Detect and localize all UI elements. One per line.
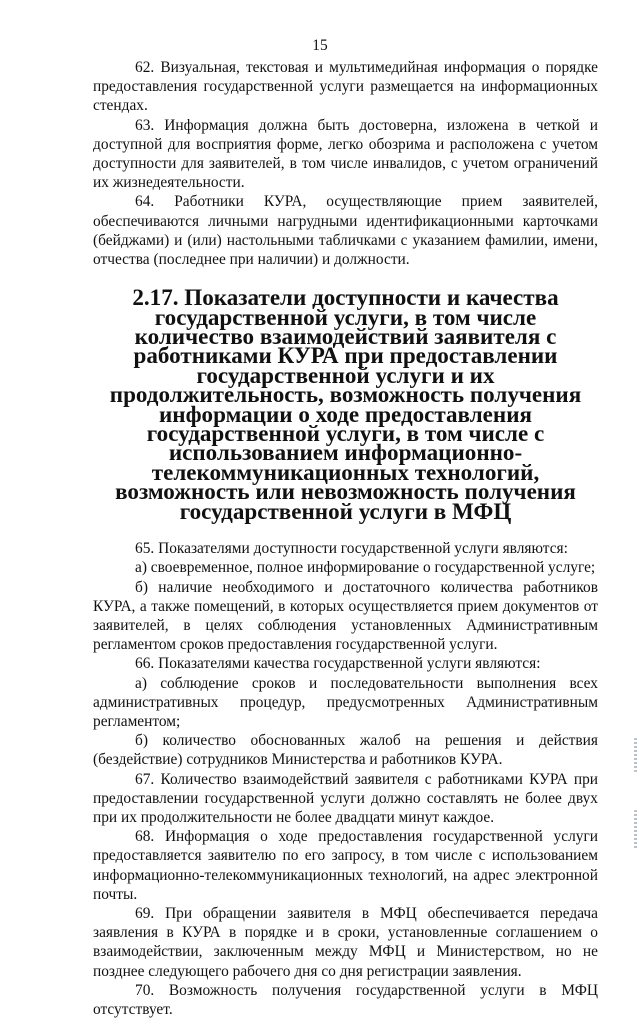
paragraph-67: 67. Количество взаимодействий заявителя с работниками КУРА при предоставлении государственной услуги должно составлять не более двух при их продолжительности не более двадцати минут каждое.	[93, 770, 598, 826]
paragraph-65: 65. Показателями доступности государственной услуги являются:	[135, 540, 568, 558]
paragraph-63: 63. Информация должна быть достоверна, изложена в четкой и доступной для восприятия форме, легко обозрима и расположена с учетом доступности для заявителей, в том числе инвалидов, с учетом ограничений их жизнедеятельности.	[93, 116, 598, 192]
margin-mark-upper	[634, 738, 637, 772]
paragraph-66-b: б) количество обоснованных жалоб на решения и действия (бездействие) сотрудников Министерства и работников КУРА.	[93, 732, 598, 769]
paragraph-65-b: б) наличие необходимого и достаточного количества работников КУРА, а также помещений, в которых осуществляется прием документов от заявителей, в целях соблюдения установленных Административным регламентом сроков предоставления государственной услуги.	[93, 578, 598, 654]
paragraph-66: 66. Показателями качества государственной услуги являются:	[135, 655, 541, 673]
margin-mark-lower	[634, 810, 637, 850]
paragraph-65-a: а) своевременное, полное информирование о государственной услуге;	[135, 559, 596, 577]
paragraph-68: 68. Информация о ходе предоставления государственной услуги предоставляется заявителю по его запросу, в том числе с использованием информационно-телекоммуникационных технологий, на адрес электронной почты.	[93, 828, 598, 903]
document-body	[93, 58, 598, 1019]
section-heading-2-17: 2.17. Показатели доступности и качества государственной услуги, в том числе количество взаимодействий заявителя с работниками КУРА при предоставлении государственной услуги и их продолжительность, возможность получения информации о ходе предоставления государственной услуги, в том числе с использованием информационно-телекоммуникационных технологий, возможность или невозможность получения государственной услуги в МФЦ	[109, 284, 582, 524]
paragraph-64: 64. Работники КУРА, осуществляющие прием заявителей, обеспечиваются личными нагрудными идентификационными карточками (бейджами) и (или) настольными табличками с указанием фамилии, имени, отчества (последнее при наличии) и должности.	[93, 193, 598, 269]
paragraph-66-a: а) соблюдение сроков и последовательности выполнения всех административных процедур, предусмотренных Административным регламентом;	[93, 674, 598, 730]
page-number: 15	[312, 37, 328, 54]
paragraph-70: 70. Возможность получения государственной услуги в МФЦ отсутствует.	[93, 981, 598, 1018]
paragraph-69: 69. При обращении заявителя в МФЦ обеспечивается передача заявления в КУРА в порядке и в сроки, установленные соглашением о взаимодействии, заключенным между МФЦ и Министерством, но не позднее следующего рабочего дня со дня регистрации заявления.	[93, 904, 598, 980]
paragraph-62: 62. Визуальная, текстовая и мультимедийная информация о порядке предоставления государственной услуги размещается на информационных стендах.	[93, 59, 598, 115]
